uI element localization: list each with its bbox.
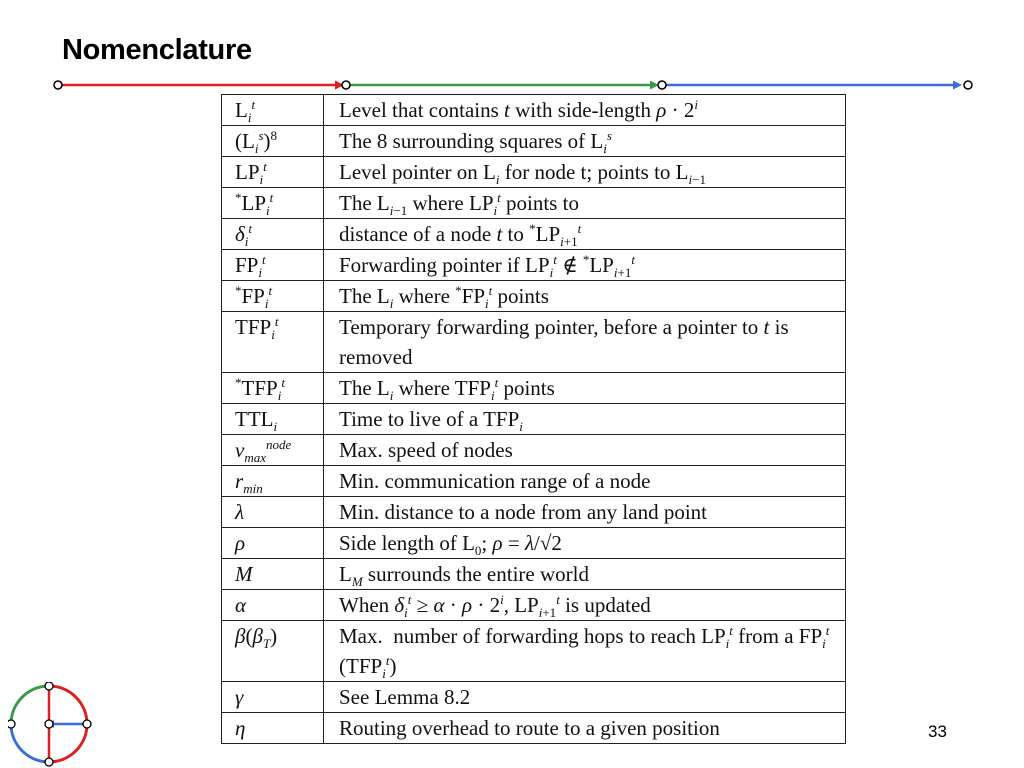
description-cell: Time to live of a $TFP_i$	[324, 404, 846, 435]
symbol-cell: ρ	[222, 528, 324, 559]
symbol-cell: $\beta(\beta_T)$	[222, 621, 324, 682]
description-cell: distance of a node t to $^*LP_{i+1}^t$	[324, 219, 846, 250]
table-row	[222, 95, 846, 126]
description-cell: The 8 surrounding squares of $L_i^s$	[324, 126, 846, 157]
header-rule	[50, 76, 980, 96]
symbol-cell: $TTL_i$	[222, 404, 324, 435]
table-row	[222, 281, 846, 312]
table-row	[222, 126, 846, 157]
description-cell: $L_M$ surrounds the entire world	[324, 559, 846, 590]
description-cell: Level pointer on $L_i$ for node t; points to $L_{i-1}$	[324, 157, 846, 188]
description-cell: Max. speed of nodes	[324, 435, 846, 466]
logo-icon	[8, 682, 98, 768]
table-row	[222, 621, 846, 682]
nomenclature-table	[221, 94, 846, 744]
symbol-cell: γ	[222, 682, 324, 713]
description-cell: Level that contains t with side-length $\rho \cdot 2^i$	[324, 95, 846, 126]
symbol-cell: $v_{max}^{node}$	[222, 435, 324, 466]
symbol-cell: $TFP_i^t$	[222, 312, 324, 373]
symbol-cell: $FP_i^t$	[222, 250, 324, 281]
description-cell: Temporary forwarding pointer, before a pointer to t is removed	[324, 312, 846, 373]
page-number: 33	[928, 722, 947, 741]
description-cell: See Lemma 8.2	[324, 682, 846, 713]
description-cell: Max. number of forwarding hops to reach $LP_i^t$ from a $FP_i^t$ $(TFP_i^t)$	[324, 621, 846, 682]
symbol-cell: $^*FP_i^t$	[222, 281, 324, 312]
table-row	[222, 219, 846, 250]
symbol-cell: $r_{min}$	[222, 466, 324, 497]
symbol-cell: $(L_i^s)^8$	[222, 126, 324, 157]
table-row	[222, 250, 846, 281]
symbol-cell: α	[222, 590, 324, 621]
table-row	[222, 312, 846, 373]
header-rule-blue-arrow	[953, 81, 962, 90]
table-row	[222, 188, 846, 219]
description-cell: Routing overhead to route to a given position	[324, 713, 846, 744]
description-cell: The $L_{i-1}$ where $LP_i^t$ points to	[324, 188, 846, 219]
header-rule-node	[54, 81, 62, 89]
description-cell: When $\delta_i^t \ge \alpha \cdot \rho \cdot 2^i$, $LP_{i+1}^t$ is updated	[324, 590, 846, 621]
description-cell: Forwarding pointer if $LP_i^t$ ∉ $^*LP_{i+1}^t$	[324, 250, 846, 281]
symbol-cell: M	[222, 559, 324, 590]
symbol-cell: λ	[222, 497, 324, 528]
table-row	[222, 373, 846, 404]
symbol-cell: $L_i^t$	[222, 95, 324, 126]
description-cell: The $L_i$ where $TFP_i^t$ points	[324, 373, 846, 404]
table-row	[222, 404, 846, 435]
header-rule-node	[964, 81, 972, 89]
header-rule-node	[658, 81, 666, 89]
table-row	[222, 682, 846, 713]
description-cell: The $L_i$ where $^*FP_i^t$ points	[324, 281, 846, 312]
header-rule-node	[342, 81, 350, 89]
table-row	[222, 559, 846, 590]
description-cell: Side length of $L_0$; ρ = λ/√2	[324, 528, 846, 559]
table-row	[222, 528, 846, 559]
table-row	[222, 590, 846, 621]
slide-title: Nomenclature	[62, 34, 252, 66]
symbol-cell: $^*TFP_i^t$	[222, 373, 324, 404]
table-row	[222, 497, 846, 528]
symbol-cell: $LP_i^t$	[222, 157, 324, 188]
table-row	[222, 713, 846, 744]
table-row	[222, 466, 846, 497]
table-row	[222, 157, 846, 188]
nomenclature-table-body	[222, 95, 846, 744]
description-cell: Min. communication range of a node	[324, 466, 846, 497]
symbol-cell: $^*LP_i^t$	[222, 188, 324, 219]
symbol-cell: η	[222, 713, 324, 744]
table-row	[222, 435, 846, 466]
symbol-cell: $\delta_i^t$	[222, 219, 324, 250]
description-cell: Min. distance to a node from any land point	[324, 497, 846, 528]
